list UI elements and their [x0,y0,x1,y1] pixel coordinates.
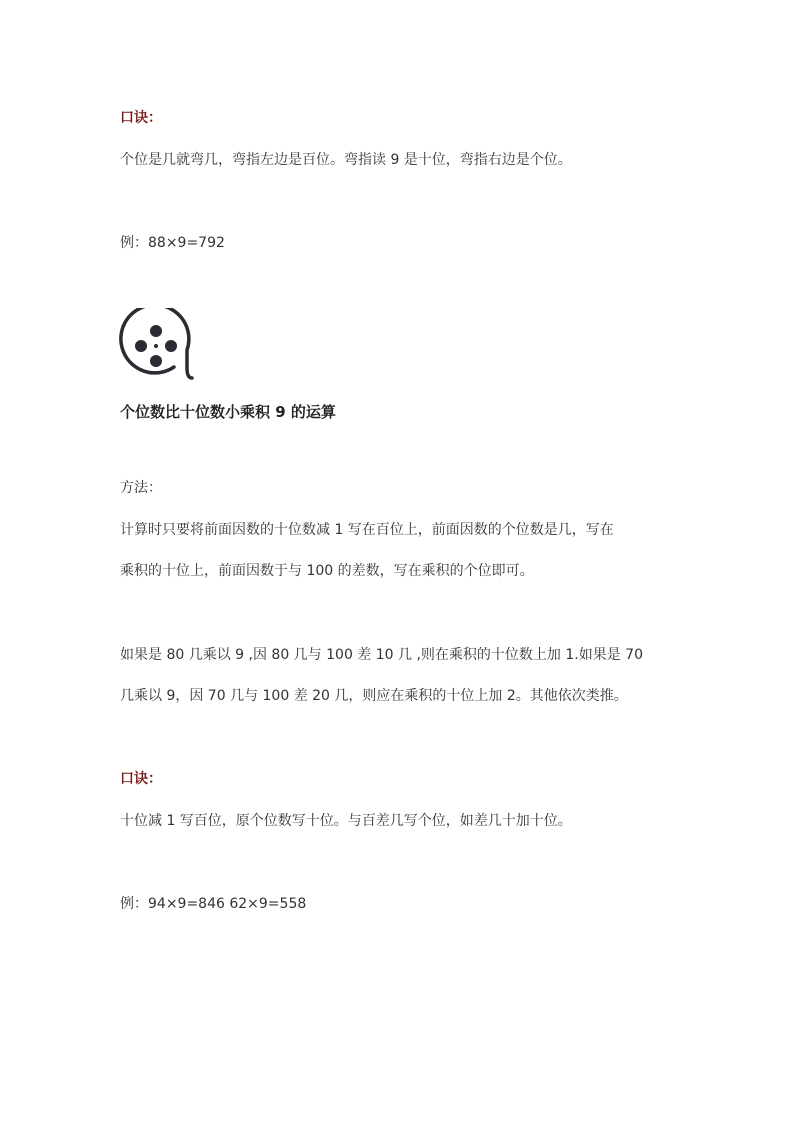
section-title: 个位数比十位数小乘积 9 的运算 [120,403,336,421]
method-line-1: 计算时只要将前面因数的十位数减 1 写在百位上，前面因数的个位数是几，写在 [120,522,614,538]
film-reel-icon [118,308,194,384]
method-line-2: 乘积的十位上，前面因数于与 100 的差数，写在乘积的个位即可。 [120,563,534,579]
note-line-2: 几乘以 9，因 70 几与 100 差 20 几，则应在乘积的十位上加 2。其他依次类推。 [120,688,628,704]
mnemonic-label-2: 口诀： [120,771,162,787]
method-label: 方法： [120,480,162,496]
mnemonic-text-2: 十位减 1 写百位，原个位数写十位。与百差几写个位，如差几十加十位。 [120,813,572,829]
mnemonic-text: 个位是几就弯几，弯指左边是百位。弯指读 9 是十位，弯指右边是个位。 [120,152,572,168]
example-text-2: 例：94×9=846 62×9=558 [120,896,307,912]
mnemonic-label: 口诀： [120,110,162,126]
example-text: 例：88×9=792 [120,235,225,251]
note-line-1: 如果是 80 几乘以 9 ,因 80 几与 100 差 10 几 ,则在乘积的十位数上加 1.如果是 70 [120,647,643,663]
